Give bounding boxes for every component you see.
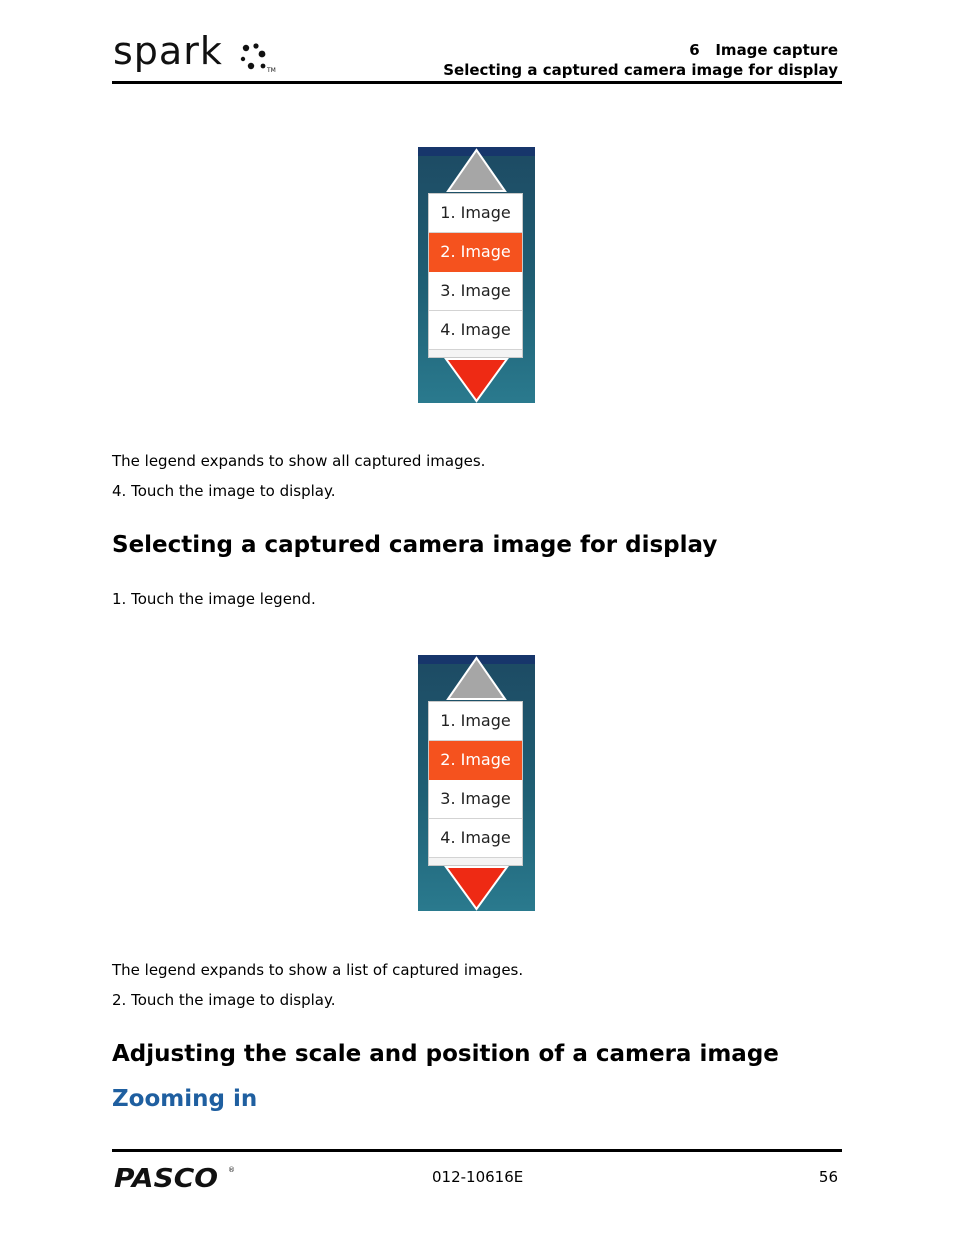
legend-item[interactable]: 4. Image — [429, 819, 522, 858]
legend-item-selected[interactable]: 2. Image — [429, 741, 522, 780]
svg-text:TM: TM — [267, 67, 276, 74]
legend-item[interactable]: 3. Image — [429, 272, 522, 311]
legend-item[interactable]: 1. Image — [429, 702, 522, 741]
pasco-logo-icon — [114, 1162, 238, 1192]
legend-item[interactable]: 1. Image — [429, 194, 522, 233]
svg-text:PASCO: PASCO — [114, 1164, 218, 1192]
scroll-up-arrow-icon[interactable] — [418, 147, 535, 197]
subsection-heading: Zooming in — [112, 1086, 258, 1112]
scroll-down-arrow-icon[interactable] — [418, 861, 535, 911]
step-text: 2. Touch the image to display. — [112, 991, 336, 1009]
paragraph: The legend expands to show all captured images. — [112, 452, 486, 470]
image-legend-screenshot — [418, 655, 535, 911]
scroll-up-arrow-icon[interactable] — [418, 655, 535, 705]
legend-item[interactable]: 3. Image — [429, 780, 522, 819]
svg-text:®: ® — [228, 1166, 235, 1174]
step-text: 1. Touch the image legend. — [112, 590, 316, 608]
section-heading: Selecting a captured camera image for display — [112, 532, 718, 558]
step-text: 4. Touch the image to display. — [112, 482, 336, 500]
paragraph: The legend expands to show a list of captured images. — [112, 961, 524, 979]
section-heading: Adjusting the scale and position of a camera image — [112, 1041, 779, 1067]
image-legend-screenshot — [418, 147, 535, 403]
legend-item-selected[interactable]: 2. Image — [429, 233, 522, 272]
document-number: 012-10616E — [432, 1168, 524, 1186]
spark-logo-dots-icon — [238, 42, 278, 74]
legend-list — [428, 193, 523, 358]
header-rule — [112, 81, 842, 84]
header-section: Selecting a captured camera image for display — [443, 61, 838, 79]
footer-rule — [112, 1149, 842, 1152]
spark-logo-text: spark — [113, 29, 223, 73]
page-number: 56 — [818, 1168, 838, 1186]
legend-item[interactable]: 4. Image — [429, 311, 522, 350]
running-header — [443, 40, 838, 80]
scroll-down-arrow-icon[interactable] — [418, 353, 535, 403]
header-chapter: 6 Image capture — [689, 41, 838, 59]
legend-list — [428, 701, 523, 866]
